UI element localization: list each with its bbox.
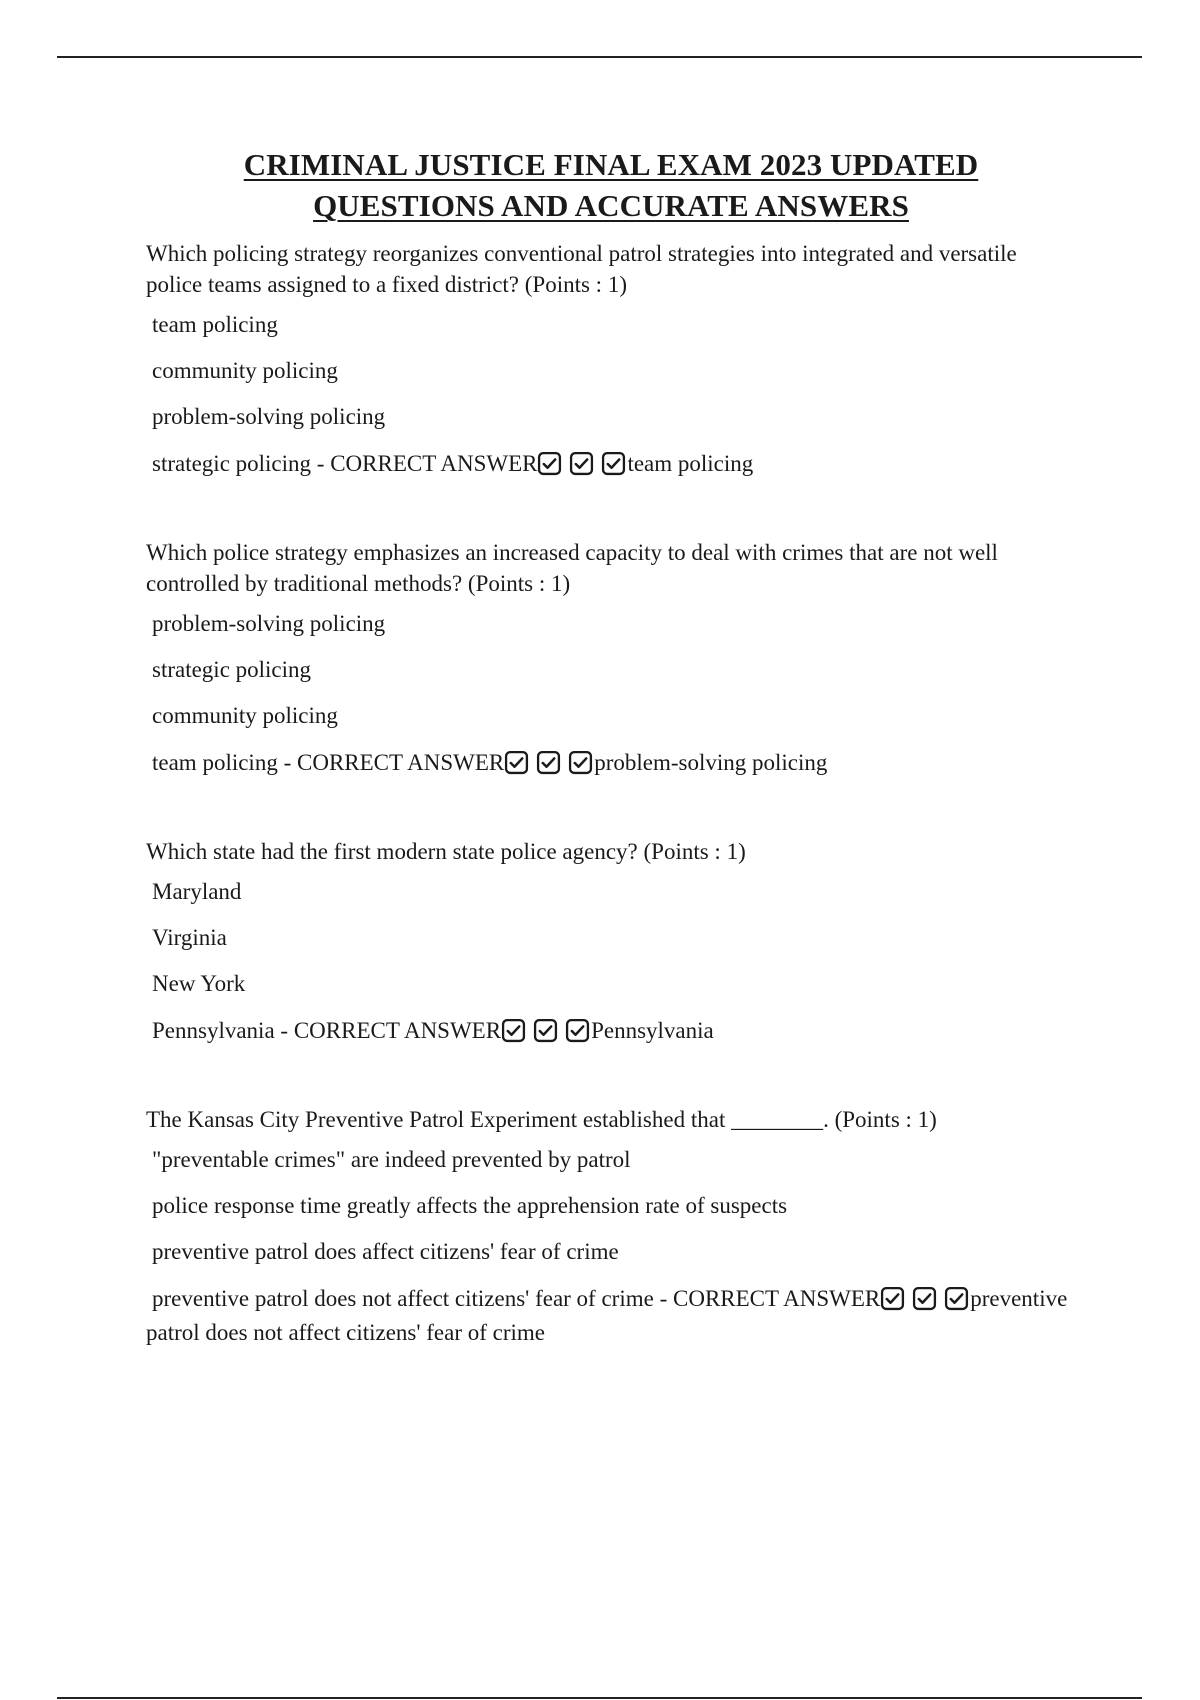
correct-answer-marker: - CORRECT ANSWER	[274, 1018, 502, 1043]
checkbox-checked-icon	[565, 1018, 590, 1043]
answer-option: preventive patrol does affect citizens' fear of crime	[152, 1239, 619, 1264]
title-line-1: CRIMINAL JUSTICE FINAL EXAM 2023 UPDATED	[243, 147, 979, 182]
checkbox-checked-icon	[533, 1018, 558, 1043]
checkbox-checked-icon	[880, 1286, 905, 1311]
check-marks	[537, 451, 627, 476]
last-option: Pennsylvania	[152, 1018, 275, 1043]
checkbox-checked-icon	[536, 750, 561, 775]
checkbox-checked-icon	[504, 750, 529, 775]
question-text: Which state had the first modern state police agency? (Points : 1)	[146, 839, 746, 864]
checkbox-checked-icon	[568, 750, 593, 775]
correct-answer-marker: - CORRECT ANSWER	[653, 1286, 881, 1311]
correct-answer-line	[152, 746, 1076, 780]
title-line-2: QUESTIONS AND ACCURATE ANSWERS	[313, 188, 909, 223]
question-2	[146, 537, 1076, 780]
question-text: Which policing strategy reorganizes conventional patrol strategies into integrated and versatile police teams assigned to a fixed district? (Points : 1)	[146, 241, 1017, 297]
question-4	[146, 1104, 1076, 1350]
answer-option: "preventable crimes" are indeed prevented by patrol	[152, 1147, 631, 1172]
correct-answer-marker: - CORRECT ANSWER	[311, 451, 538, 476]
check-marks	[880, 1286, 970, 1311]
correct-answer: preventive patrol does not affect citizens' fear of crime	[146, 1286, 1068, 1345]
checkbox-checked-icon	[912, 1286, 937, 1311]
document-title	[146, 144, 1076, 226]
answer-option: Virginia	[152, 925, 227, 950]
correct-answer-line	[146, 1282, 1076, 1350]
answer-option: New York	[152, 971, 246, 996]
checkbox-checked-icon	[601, 451, 626, 476]
correct-answer: Pennsylvania	[591, 1018, 714, 1043]
correct-answer: problem-solving policing	[594, 750, 828, 775]
answer-option: problem-solving policing	[152, 611, 386, 636]
question-text: The Kansas City Preventive Patrol Experiment established that ________. (Points : 1)	[146, 1107, 937, 1132]
check-marks	[501, 1018, 591, 1043]
header-rule	[57, 56, 1142, 58]
question-3	[146, 836, 1076, 1048]
last-option: team policing	[152, 750, 278, 775]
answer-option: police response time greatly affects the apprehension rate of suspects	[152, 1193, 788, 1218]
checkbox-checked-icon	[501, 1018, 526, 1043]
correct-answer-line	[152, 1014, 1076, 1048]
question-1	[146, 238, 1076, 481]
checkbox-checked-icon	[537, 451, 562, 476]
document-body	[146, 144, 1076, 1350]
answer-option: Maryland	[152, 879, 242, 904]
answer-option: community policing	[152, 358, 338, 383]
checkbox-checked-icon	[569, 451, 594, 476]
answer-option: team policing	[152, 312, 278, 337]
check-marks	[504, 750, 594, 775]
answer-option: strategic policing	[152, 657, 312, 682]
answer-option: community policing	[152, 703, 338, 728]
answer-option: problem-solving policing	[152, 404, 386, 429]
footer-rule	[57, 1697, 1142, 1699]
correct-answer-marker: - CORRECT ANSWER	[277, 750, 505, 775]
correct-answer-line	[152, 447, 1076, 481]
correct-answer: team policing	[627, 451, 754, 476]
question-text: Which police strategy emphasizes an increased capacity to deal with crimes that are not well controlled by traditional methods? (Points : 1)	[146, 540, 998, 596]
last-option: strategic policing	[152, 451, 312, 476]
last-option: preventive patrol does not affect citizens' fear of crime	[152, 1286, 654, 1311]
checkbox-checked-icon	[944, 1286, 969, 1311]
